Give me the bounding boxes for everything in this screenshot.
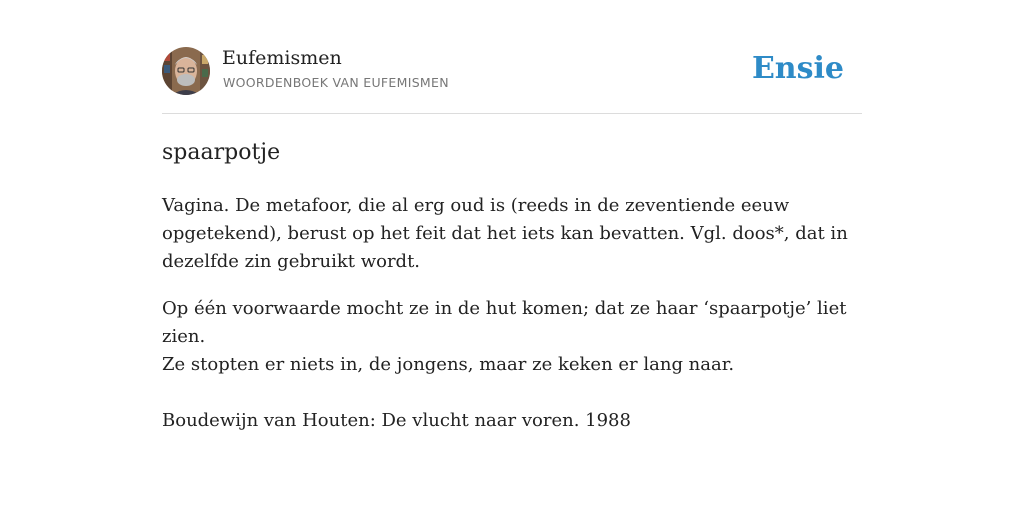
header [162,47,862,114]
entry-title: spaarpotje [162,140,281,165]
page-container [162,47,862,435]
author-subtitle[interactable]: WOORDENBOEK VAN EUFEMISMEN [223,75,449,90]
author-avatar-icon [162,47,210,95]
entry-definition: Vagina. De metafoor, die al erg oud is (reeds in de zeventiende eeuw opgetekend), berust op het feit dat het iets kan bevatten. Vgl. doos*, dat in dezelfde zin gebruikt wordt. [162,195,848,272]
brand-logo-link[interactable]: Ensie [751,51,844,86]
avatar[interactable] [162,47,210,95]
quote-line-1: Op één voorwaarde mocht ze in de hut komen; dat ze haar ‘spaarpotje’ liet zien. [162,298,847,347]
entry-source: Boudewijn van Houten: De vlucht naar voren. 1988 [162,410,631,431]
quote-line-2: Ze stopten er niets in, de jongens, maar ze keken er lang naar. [162,354,735,375]
author-name[interactable]: Eufemismen [222,47,342,69]
entry-quote [162,295,862,379]
